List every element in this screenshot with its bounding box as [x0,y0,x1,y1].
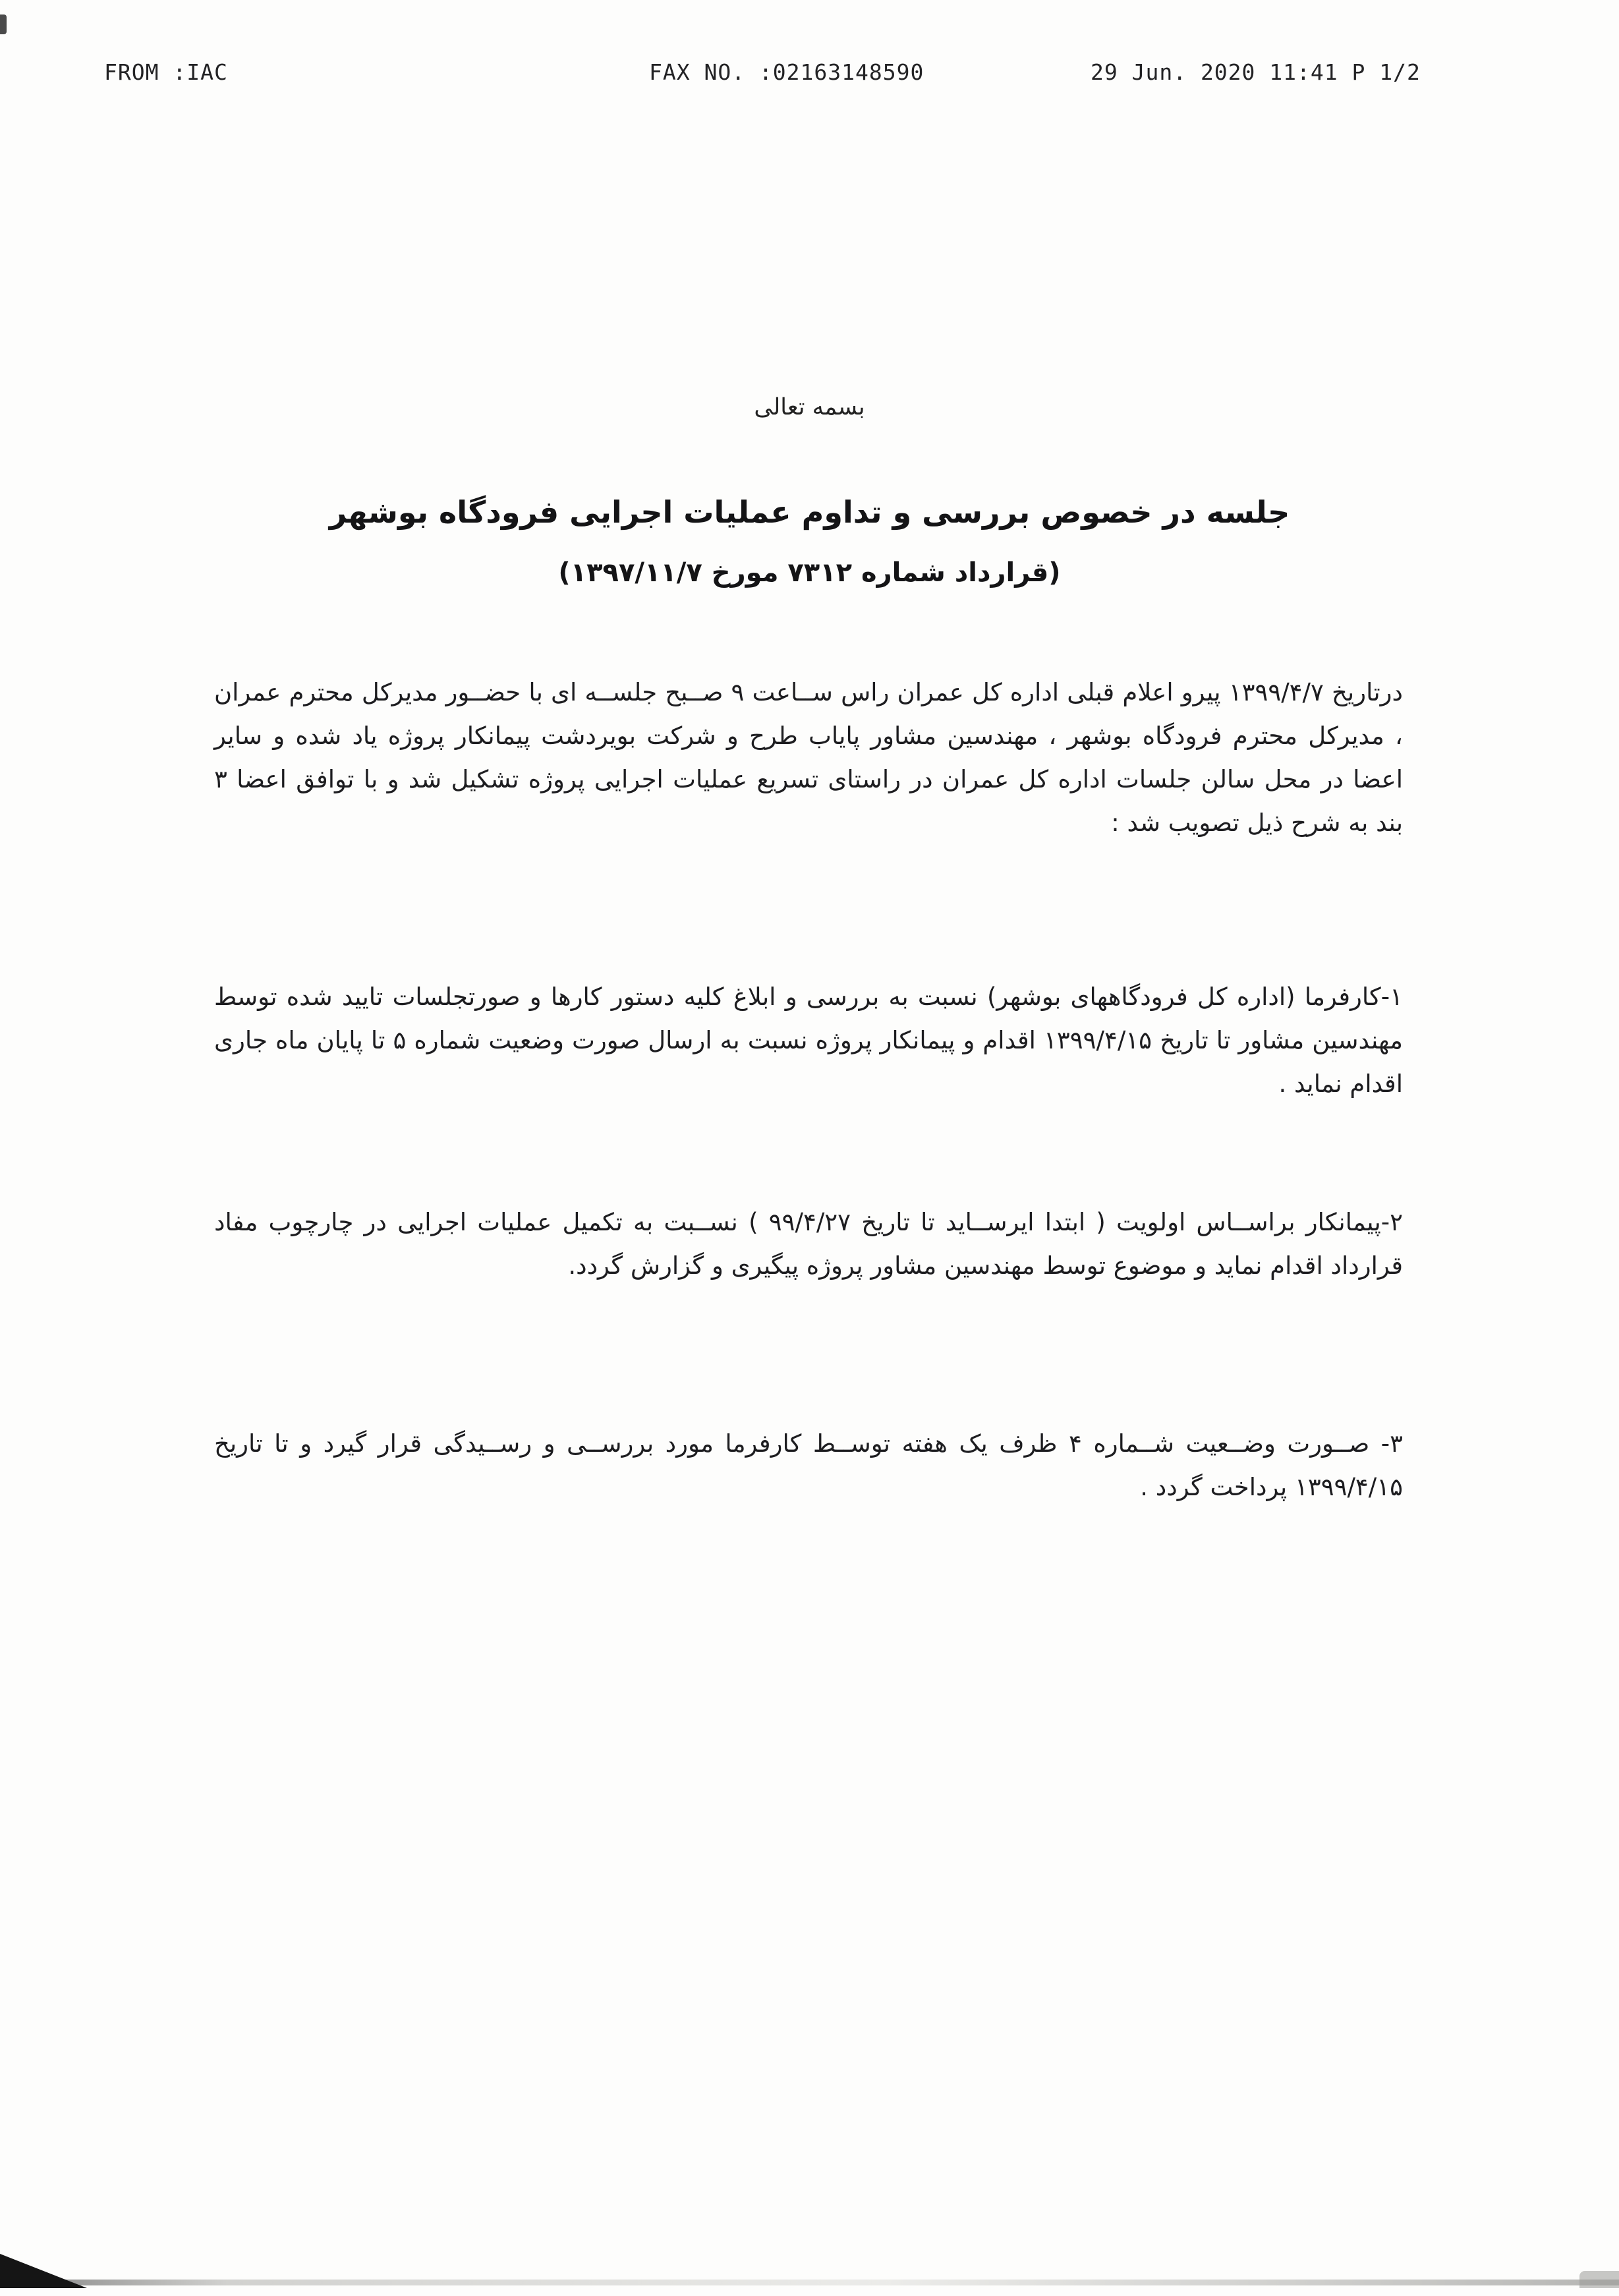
fax-sender: FROM :IAC [104,59,228,85]
scan-artifact-bottom-left-corner [0,2254,87,2288]
contract-reference: (قرارداد شماره ۷۳۱۲ مورخ ۱۳۹۷/۱۱/۷) [558,558,1061,588]
resolution-item-1: ۱-کارفرما (اداره کل فرودگاههای بوشهر) نسبت به بررسی و ابلاغ کلیه دستور کارها و صورتجلسات تایید شده توسط مهندسین مشاور تا تاریخ ۱۳۹۹/۴/۱۵ اقدام و پیمانکار پروژه نسبت به ارسال صورت وضعیت شماره ۵ تا پایان ماه جاری اقدام نماید . [214,983,1403,1098]
fax-timestamp-page: 29 Jun. 2020 11:41 P 1/2 [1091,59,1421,85]
intro-paragraph: درتاریخ ۱۳۹۹/۴/۷ پیرو اعلام قبلی اداره کل عمران راس ســاعت ۹ صــبح جلســه ای با حضــور مدیرکل محترم عمران ، مدیرکل محترم فرودگاه بوشهر ، مهندسین مشاور پایاب طرح و شرکت بویردشت پیمانکار پروژه یاد شده و سایر اعضا در محل سالن جلسات اداره کل عمران در راستای تسریع عملیات اجرایی پروژه تشکیل شد و با توافق اعضا ۳ بند به شرح ذیل تصویب شد : [214,678,1403,837]
scan-artifact-bottom-edge [0,2280,1619,2285]
resolution-item-2: ۲-پیمانکار براســاس اولویت ( ابتدا ایرســاید تا تاریخ ۹۹/۴/۲۷ ) نســبت به تکمیل عملیات اجرایی در چارچوب مفاد قرارداد اقدام نماید و موضوع توسط مهندسین مشاور پروژه پیگیری و گزارش گردد. [214,1208,1403,1280]
fax-number: FAX NO. :02163148590 [649,59,924,85]
resolution-item-3: ۳- صــورت وضــعیت شــماره ۴ ظرف یک هفته توســط کارفرما مورد بررســی و رســیدگی قرار گیرد و تا تاریخ ۱۳۹۹/۴/۱۵ پرداخت گردد . [214,1429,1403,1501]
document-title: جلسه در خصوص بررسی و تداوم عملیات اجرایی فرودگاه بوشهر [329,494,1290,530]
bismillah-line: بسمه تعالی [754,394,865,420]
scan-artifact-bottom-right-corner [1579,2271,1619,2288]
scan-artifact-top-left [0,14,7,34]
